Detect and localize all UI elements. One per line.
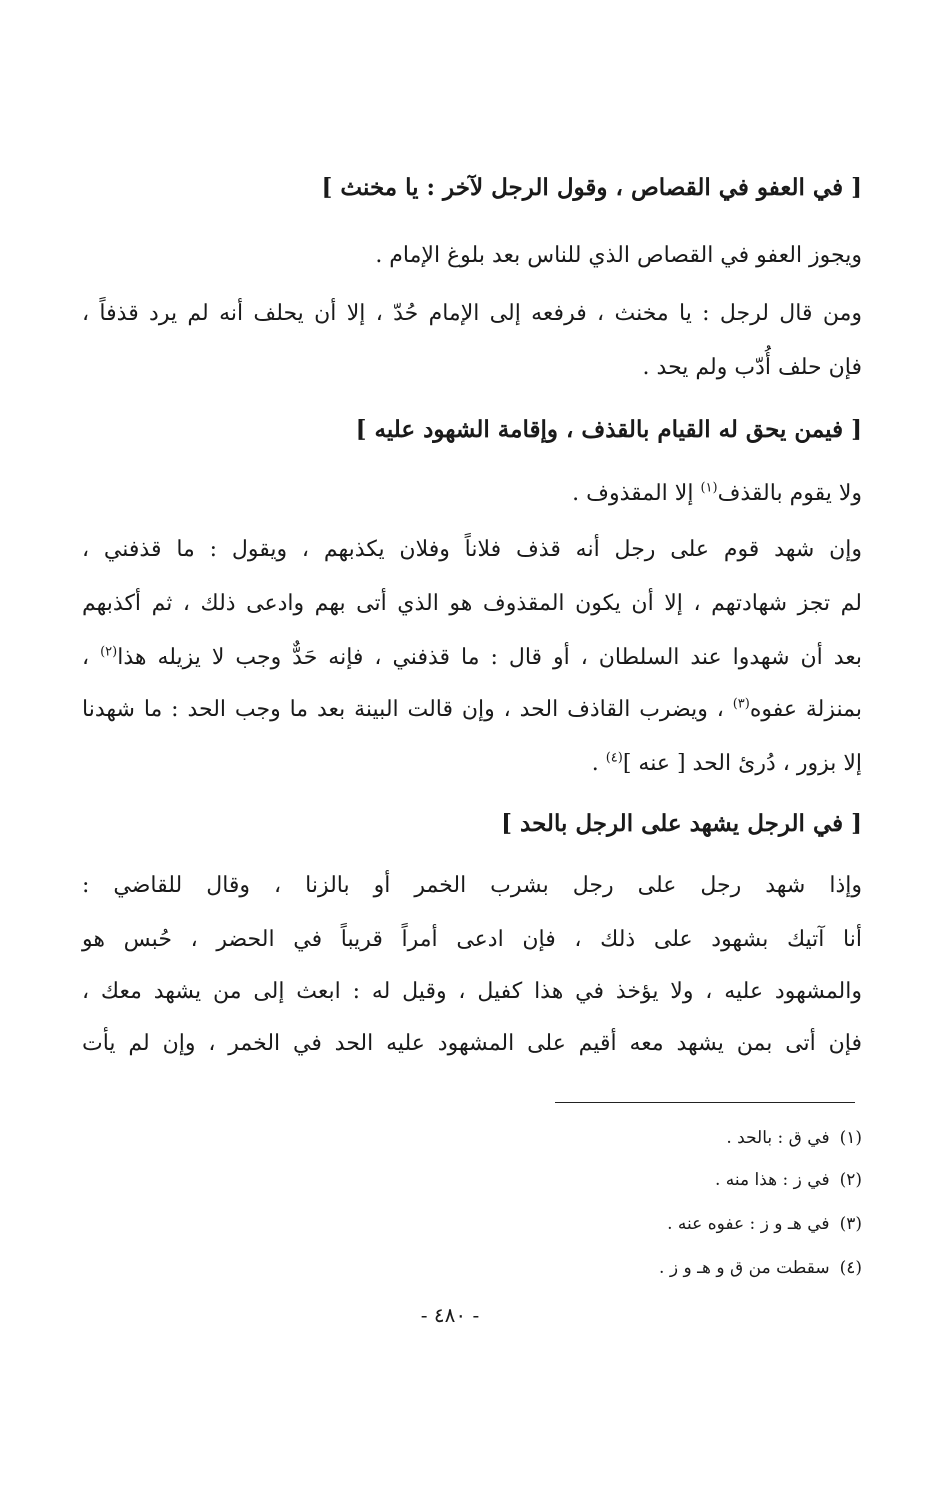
section-heading: [ في الرجل يشهد على الرجل بالحد ] xyxy=(501,810,862,837)
section-heading: [ في العفو في القصاص ، وقول الرجل لآخر : يا مخنث ] xyxy=(321,174,862,201)
paragraph-line xyxy=(82,744,862,784)
footnote-text: في ز : هذا منه . xyxy=(714,1170,830,1190)
section-heading: [ فيمن يحق له القيام بالقذف ، وإقامة الشهود عليه ] xyxy=(355,416,862,443)
footnote-number: (٣) xyxy=(839,1214,862,1234)
paragraph-line xyxy=(82,638,862,678)
paragraph-line: فإن حلف أُدّب ولم يحد . xyxy=(642,355,862,380)
footnote-text: في هـ و ز : عفوه عنه . xyxy=(667,1214,830,1234)
footnote-text: في ق : بالحد . xyxy=(726,1128,830,1148)
footnote xyxy=(462,1254,862,1282)
footnote-ref: (١) xyxy=(700,480,718,496)
paragraph-line: فإن أتى بمن يشهد معه أقيم على المشهود عليه الحد في الخمر ، وإن لم يأت xyxy=(82,1031,862,1056)
text-run: إلا المقذوف . xyxy=(572,481,701,506)
footnote-ref: (٢) xyxy=(100,644,118,660)
text-run: ، xyxy=(82,645,101,670)
paragraph-line xyxy=(82,690,862,730)
paragraph-line: وإن شهد قوم على رجل أنه قذف فلاناً وفلان يكذبهم ، ويقول : ما قذفني ، xyxy=(82,537,862,562)
paragraph-line: أنا آتيك بشهود على ذلك ، فإن ادعى أمراً قريباً في الحضر ، حُبس هو xyxy=(82,927,862,952)
footnote-separator xyxy=(555,1102,855,1103)
footnote xyxy=(462,1210,862,1238)
footnote xyxy=(462,1124,862,1152)
paragraph-line: والمشهود عليه ، ولا يؤخذ في هذا كفيل ، وقيل له : ابعث إلى من يشهد معك ، xyxy=(82,979,862,1004)
text-run: ولا يقوم بالقذف xyxy=(717,481,862,506)
text-run: . xyxy=(591,751,606,776)
footnote-ref: (٤) xyxy=(605,750,623,766)
footnote-number: (٤) xyxy=(839,1258,862,1278)
footnote xyxy=(462,1166,862,1194)
footnote-number: (١) xyxy=(839,1128,862,1148)
text-run: ، ويضرب القاذف الحد ، وإن قالت البينة بعد ما وجب الحد : ما شهدنا xyxy=(82,697,733,722)
paragraph-line: ومن قال لرجل : يا مخنث ، فرفعه إلى الإمام حُدّ ، إلا أن يحلف أنه لم يرد قذفاً ، xyxy=(82,301,862,326)
text-run: بمنزلة عفوه xyxy=(749,697,862,722)
paragraph-line: ويجوز العفو في القصاص الذي للناس بعد بلوغ الإمام . xyxy=(375,243,862,268)
text-run: بعد أن شهدوا عند السلطان ، أو قال : ما قذفني ، فإنه حَدٌّ وجب لا يزيله هذا xyxy=(117,645,862,670)
page-number: - ٤٨٠ - xyxy=(420,1303,480,1327)
footnote-number: (٢) xyxy=(839,1170,862,1190)
paragraph-line xyxy=(82,474,862,514)
text-run: إلا بزور ، دُرئ الحد [ عنه ] xyxy=(622,751,862,776)
footnote-ref: (٣) xyxy=(732,696,750,712)
paragraph-line: وإذا شهد رجل على رجل بشرب الخمر أو بالزنا ، وقال للقاضي : xyxy=(82,873,862,898)
footnote-text: سقطت من ق و هـ و ز . xyxy=(659,1258,830,1278)
paragraph-line: لم تجز شهادتهم ، إلا أن يكون المقذوف هو الذي أتى بهم وادعى ذلك ، ثم أكذبهم xyxy=(82,591,862,616)
